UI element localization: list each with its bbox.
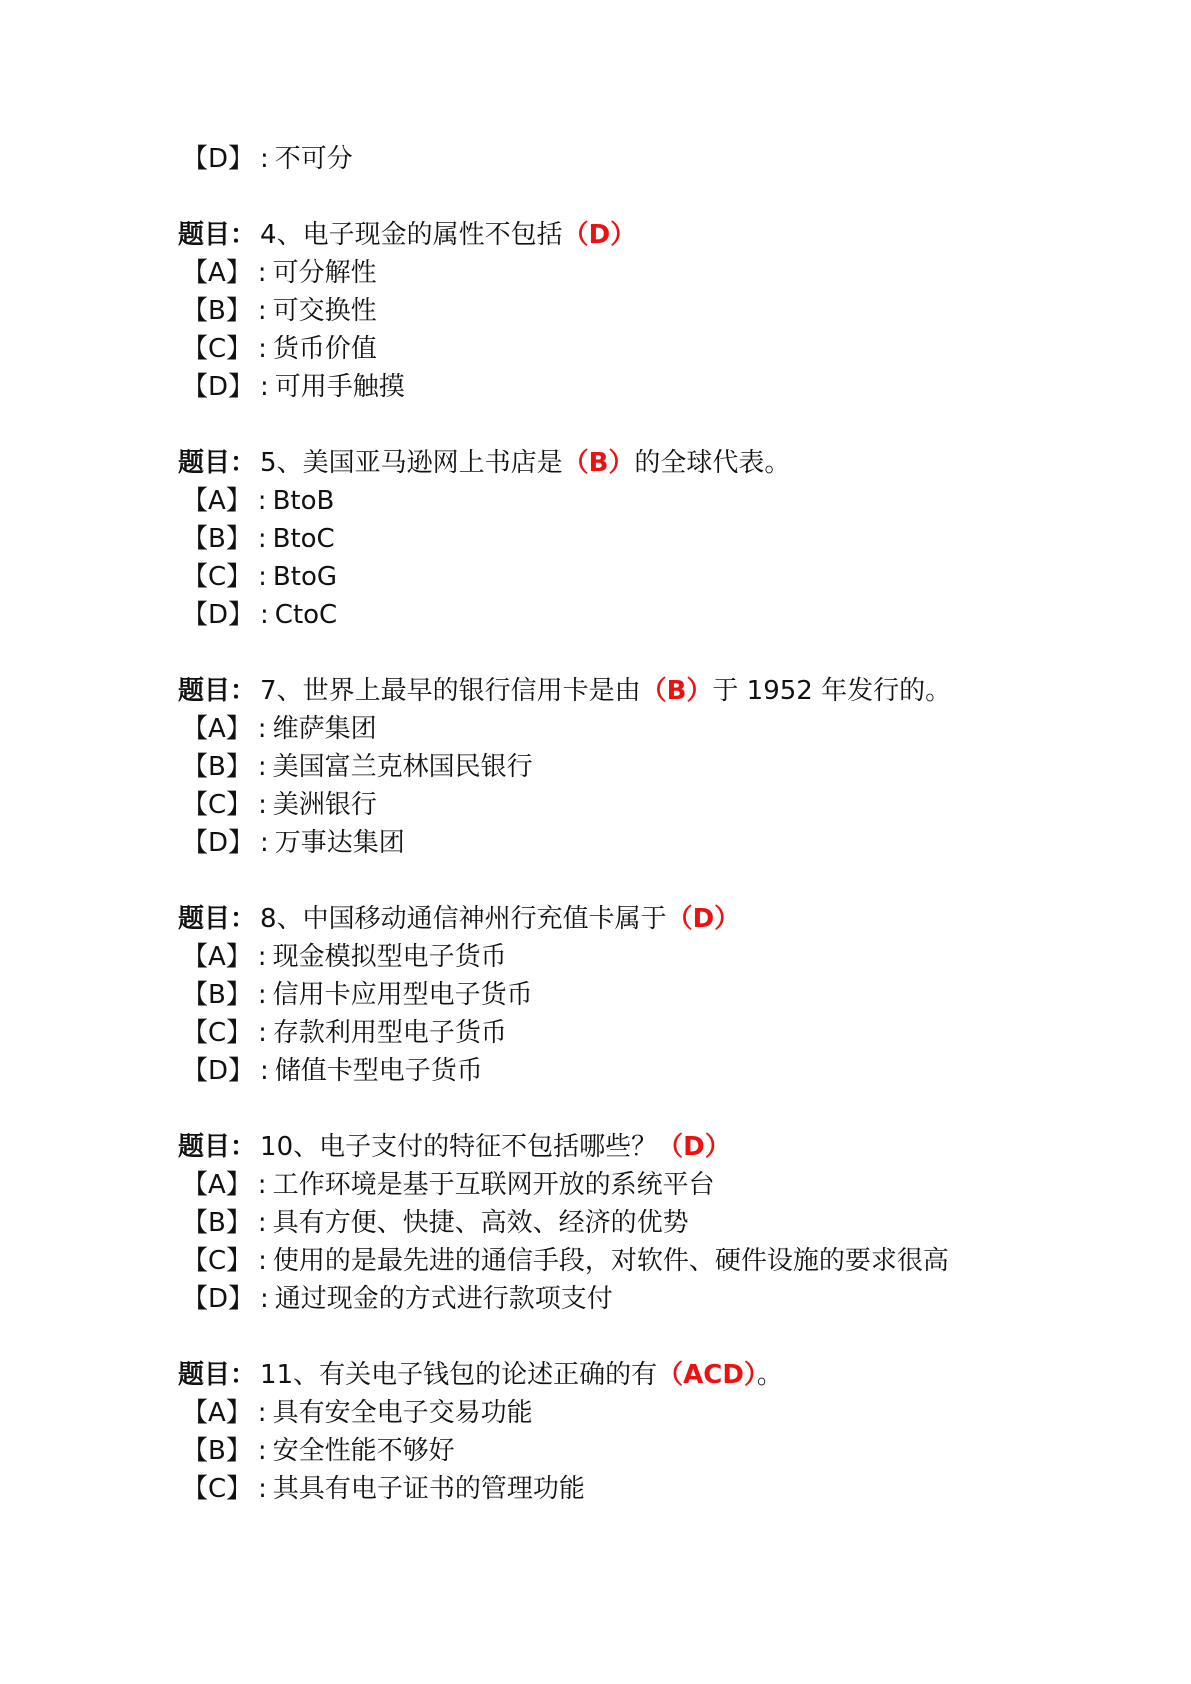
option-separator: :: [257, 752, 267, 782]
answer-marker: （D）: [666, 904, 741, 934]
answer-option: [178, 786, 1078, 824]
question-label: 题目: [178, 1360, 231, 1390]
option-text: 具有安全电子交易功能: [272, 1398, 533, 1428]
question-stem: [178, 444, 1078, 482]
option-separator: :: [258, 1246, 267, 1276]
answer-option: [178, 748, 1078, 786]
option-key: 【A】: [182, 942, 252, 972]
option-key: 【C】: [182, 334, 253, 364]
option-text: 使用的是最先进的通信手段，对软件、硬件设施的要求很高: [272, 1246, 949, 1276]
option-text: 货币价值: [272, 334, 377, 364]
option-separator: :: [257, 1398, 267, 1428]
question-block: [178, 900, 1078, 1090]
document-page: [178, 140, 1078, 1508]
option-key: 【A】: [182, 1170, 252, 1200]
answer-option: [178, 1052, 1078, 1090]
answer-option: [178, 710, 1078, 748]
option-text: 其具有电子证书的管理功能: [272, 1474, 585, 1504]
option-separator: :: [257, 486, 267, 516]
question-text-after: 的全球代表。: [634, 448, 791, 478]
option-text: 美洲银行: [272, 790, 377, 820]
question-label-colon: ：: [230, 220, 257, 250]
option-text: 现金模拟型电子货币: [272, 942, 507, 972]
answer-option: [178, 1204, 1078, 1242]
question-block: [178, 672, 1078, 862]
answer-option: [178, 976, 1078, 1014]
question-stem: [178, 900, 1078, 938]
option-key: 【A】: [182, 486, 252, 516]
question-text: 7、世界上最早的银行信用卡是由: [260, 676, 641, 706]
answer-option: [178, 1280, 1078, 1318]
option-key: 【B】: [182, 524, 252, 554]
answer-option: [178, 1432, 1078, 1470]
option-text: BtoG: [272, 562, 338, 592]
option-separator: :: [257, 714, 267, 744]
option-key: 【B】: [182, 752, 252, 782]
option-separator: :: [260, 1284, 269, 1314]
option-separator: :: [258, 1474, 267, 1504]
answer-option: [178, 1394, 1078, 1432]
option-text: 安全性能不够好: [272, 1436, 455, 1466]
option-separator: :: [258, 334, 267, 364]
answer-option: [178, 1470, 1078, 1508]
answer-option: [178, 1014, 1078, 1052]
question-text: 11、有关电子钱包的论述正确的有: [260, 1360, 658, 1390]
option-text: 信用卡应用型电子货币: [272, 980, 533, 1010]
option-separator: :: [260, 1056, 269, 1086]
option-key: 【B】: [182, 1208, 252, 1238]
question-text: 4、电子现金的属性不包括: [260, 220, 563, 250]
option-key: 【A】: [182, 258, 252, 288]
option-key: 【A】: [182, 1398, 252, 1428]
option-separator: :: [257, 1170, 267, 1200]
option-text: 可分解性: [272, 258, 377, 288]
question-block: [178, 444, 1078, 634]
question-stem: [178, 1128, 1078, 1166]
option-key: 【C】: [182, 1246, 253, 1276]
option-text: 万事达集团: [274, 828, 405, 858]
option-key: 【B】: [182, 296, 252, 326]
option-text: 可交换性: [272, 296, 377, 326]
question-label-colon: ：: [230, 1360, 257, 1390]
answer-option: [178, 140, 1078, 178]
answer-option: [178, 254, 1078, 292]
question-text-after: 于 1952 年发行的。: [712, 676, 952, 706]
question-block: [178, 216, 1078, 406]
question-label-colon: ：: [230, 676, 257, 706]
option-separator: :: [257, 942, 267, 972]
answer-option: [178, 1166, 1078, 1204]
option-text: 不可分: [274, 144, 353, 174]
option-separator: :: [258, 562, 267, 592]
answer-option: [178, 520, 1078, 558]
option-separator: :: [257, 1208, 267, 1238]
answer-option: [178, 596, 1078, 634]
option-separator: :: [260, 372, 269, 402]
question-label-colon: ：: [230, 904, 257, 934]
option-key: 【B】: [182, 1436, 252, 1466]
option-text: BtoC: [272, 524, 335, 554]
option-key: 【C】: [182, 790, 253, 820]
question-label-colon: ：: [230, 448, 257, 478]
answer-option: [178, 824, 1078, 862]
option-key: 【C】: [182, 1018, 253, 1048]
option-key: 【D】: [182, 600, 255, 630]
option-separator: :: [257, 524, 267, 554]
option-text: BtoB: [272, 486, 335, 516]
option-key: 【C】: [182, 562, 253, 592]
answer-option: [178, 368, 1078, 406]
option-key: 【D】: [182, 1284, 255, 1314]
option-key: 【A】: [182, 714, 252, 744]
option-text: 具有方便、快捷、高效、经济的优势: [272, 1208, 689, 1238]
question-label-colon: ：: [230, 1132, 257, 1162]
option-key: 【C】: [182, 1474, 253, 1504]
question-stem: [178, 1356, 1078, 1394]
question-label: 题目: [178, 676, 231, 706]
answer-option: [178, 292, 1078, 330]
option-key: 【D】: [182, 372, 255, 402]
option-text: 通过现金的方式进行款项支付: [274, 1284, 613, 1314]
option-separator: :: [260, 144, 269, 174]
question-text-after: 。: [756, 1360, 783, 1390]
question-block: [178, 1356, 1078, 1508]
option-text: 可用手触摸: [274, 372, 405, 402]
question-stem: [178, 216, 1078, 254]
answer-option: [178, 558, 1078, 596]
question-text: 10、电子支付的特征不包括哪些？: [260, 1132, 658, 1162]
question-label: 题目: [178, 220, 231, 250]
option-text: 工作环境是基于互联网开放的系统平台: [272, 1170, 715, 1200]
answer-marker: （D）: [657, 1132, 731, 1162]
option-text: 维萨集团: [272, 714, 377, 744]
option-text: CtoC: [274, 600, 338, 630]
option-separator: :: [260, 600, 269, 630]
question-block: [178, 1128, 1078, 1318]
option-separator: :: [257, 296, 267, 326]
option-key: 【B】: [182, 980, 252, 1010]
option-key: 【D】: [182, 144, 255, 174]
option-text: 存款利用型电子货币: [272, 1018, 507, 1048]
answer-marker: （B）: [640, 676, 713, 706]
question-label: 题目: [178, 904, 231, 934]
option-key: 【D】: [182, 828, 255, 858]
question-label: 题目: [178, 448, 231, 478]
option-separator: :: [257, 258, 267, 288]
answer-option: [178, 482, 1078, 520]
option-separator: :: [257, 980, 267, 1010]
option-text: 储值卡型电子货币: [274, 1056, 483, 1086]
option-text: 美国富兰克林国民银行: [272, 752, 533, 782]
question-label: 题目: [178, 1132, 231, 1162]
answer-option: [178, 1242, 1078, 1280]
question-stem: [178, 672, 1078, 710]
answer-marker: （B）: [562, 448, 635, 478]
answer-marker: （ACD）: [657, 1360, 757, 1390]
question-text: 8、中国移动通信神州行充值卡属于: [260, 904, 667, 934]
option-key: 【D】: [182, 1056, 255, 1086]
answer-option: [178, 938, 1078, 976]
option-separator: :: [258, 790, 267, 820]
option-separator: :: [258, 1018, 267, 1048]
question-text: 5、美国亚马逊网上书店是: [260, 448, 563, 478]
option-separator: :: [257, 1436, 267, 1466]
option-separator: :: [260, 828, 269, 858]
answer-option: [178, 330, 1078, 368]
answer-marker: （D）: [562, 220, 637, 250]
